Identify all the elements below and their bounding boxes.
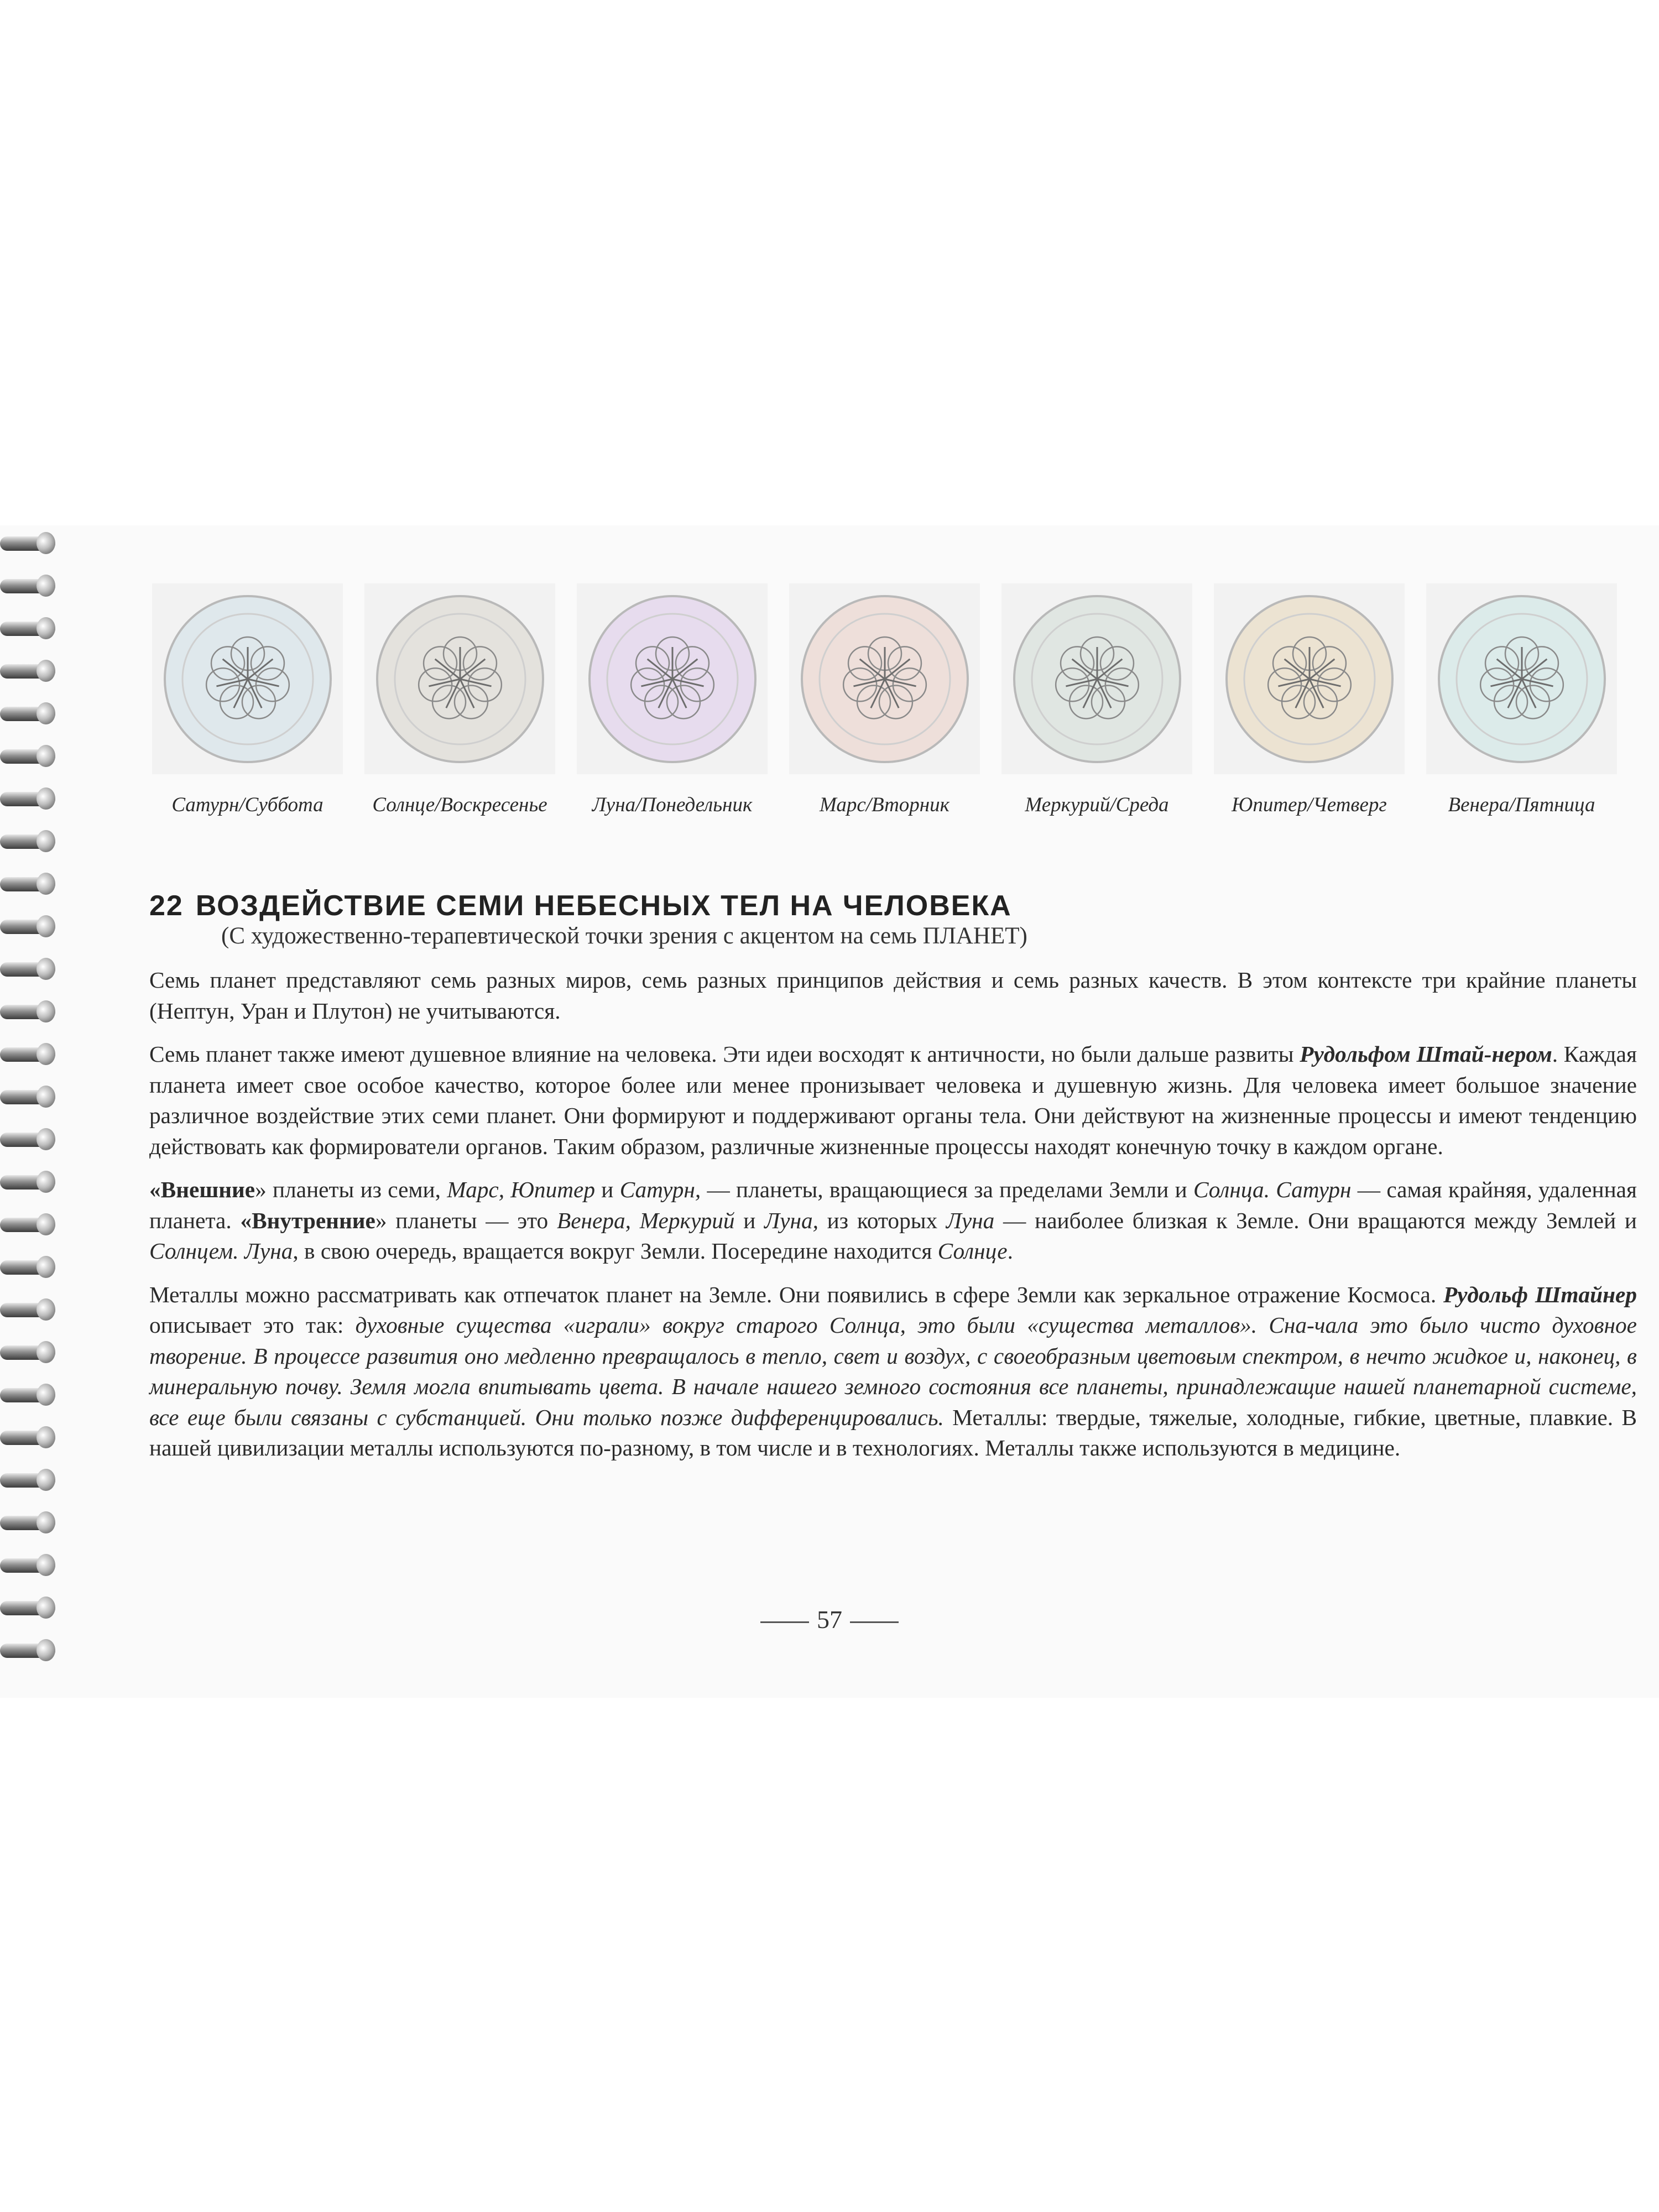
spiral-ring [0, 664, 55, 679]
planet-drawing [577, 583, 768, 774]
spiral-ring [0, 920, 55, 934]
spiral-ring [0, 962, 55, 977]
section-subtitle: (С художественно-терапевтической точки зрения с акцентом на семь ПЛАНЕТ) [221, 923, 1027, 949]
author-name: Рудольф Штайнер [1443, 1281, 1637, 1307]
spiral-ring [0, 1473, 55, 1488]
spiral-ring [0, 834, 55, 849]
paragraph-1: Семь планет представляют семь разных миров, семь разных принципов действия и семь разных качеств. В этом контексте три крайние планеты (Нептун, Уран и Плутон) не учитываются. [149, 967, 1637, 1024]
spiral-ring [0, 1090, 55, 1104]
spiral-ring [0, 792, 55, 806]
planet-drawing [364, 583, 555, 774]
planet-card [577, 583, 768, 817]
page-number-value: 57 [817, 1605, 842, 1634]
planet-caption: Венера/Пятница [1448, 794, 1595, 816]
spiral-ring [0, 1260, 55, 1275]
lace-flower-icon [1009, 591, 1186, 768]
steiner-quote: духовные существа «играли» вокруг старого Солнца, это были «существа металлов». Сна-чала это было чисто духовное творение. В процессе развития оно медленно превращалось в тепло, свет и воздух, с своеобразным цветовым спектром, в нечто жидкое и, наконец, в минеральную почву. Земля могла впитывать цвета. В начале нашего земного состояния все планеты, принадлежащие нашей планетарной системе, все еще были связаны с субстанцией. Они только позже дифференцировались. [149, 1312, 1637, 1430]
planet-card [152, 583, 343, 817]
spiral-ring [0, 1218, 55, 1232]
planet-illustrations-row [152, 583, 1634, 827]
section-title: ВОЗДЕЙСТВИЕ СЕМИ НЕБЕСНЫХ ТЕЛ НА ЧЕЛОВЕКА [195, 890, 1012, 922]
planet-caption: Луна/Понедельник [592, 794, 753, 816]
author-name: Рудольфом Штай-нером [1300, 1041, 1552, 1067]
spiral-ring [0, 1644, 55, 1658]
spiral-ring [0, 1133, 55, 1147]
spiral-binding [0, 531, 61, 1692]
spiral-ring [0, 1005, 55, 1019]
spiral-ring [0, 1175, 55, 1190]
rosette-flower-icon [1221, 591, 1398, 768]
outer-planets-term: Внешние [160, 1177, 255, 1202]
planet-caption: Меркурий/Среда [1025, 794, 1169, 816]
snowflake-flower-icon [372, 591, 549, 768]
section-heading [149, 889, 1012, 922]
planet-card [1001, 583, 1192, 817]
dash-left [760, 1621, 809, 1623]
spiral-ring [0, 1431, 55, 1445]
paragraph-3: «Внешние» планеты из семи, Марс, Юпитер и Сатурн, — планеты, вращающиеся за пределами Земли и Солнца. Сатурн — самая крайняя, удаленная планета. «Внутренние» планеты — это Венера, Меркурий и Луна, из которых Луна — наиболее близкая к Земле. Они вращаются между Землей и Солнцем. Луна, в свою очередь, вращается вокруг Земли. Посередине находится Солнце. [149, 1177, 1637, 1264]
inner-planets-term: «Внутренние [240, 1207, 375, 1233]
snowflake-star-icon [584, 591, 761, 768]
paragraph-4: Металлы можно рассматривать как отпечаток планет на Земле. Они появились в сфере Земли как зеркальное отражение Космоса. Рудольф Штайнер описывает это так: духовные существа «играли» вокруг старого Солнца, это были «существа металлов». Сна-чала это было чисто духовное творение. В процессе развития оно медленно превращалось в тепло, свет и воздух, с своеобразным цветовым спектром, в нечто жидкое и, наконец, в минеральную почву. Земля могла впитывать цвета. В начале нашего земного состояния все планеты, принадлежащие нашей планетарной системе, все еще были связаны с субстанцией. Они только позже дифференцировались. Металлы: твердые, тяжелые, холодные, гибкие, цветные, плавкие. В нашей цивилизации металлы используются по-разному, в том числе и в технологиях. Металлы также используются в медицине. [149, 1281, 1637, 1460]
spiral-ring [0, 707, 55, 721]
paragraph-2: Семь планет также имеют душевное влияние на человека. Эти идеи восходят к античности, но были дальше развиты Рудольфом Штай-нером. Каждая планета имеет свое особое качество, которое более или менее пронизывает человека и душевную жизнь. Для человека имеет большое значение различное воздействие этих семи планет. Они формируют и поддерживают органы тела. Они действуют на жизненные процессы и имеют тенденцию действовать как формирователи органов. Таким образом, различные жизненные процессы находят конечную точку в каждом органе. [149, 1041, 1637, 1159]
spiral-ring [0, 1047, 55, 1062]
spiral-ring [0, 1388, 55, 1402]
dash-right [850, 1621, 899, 1623]
spiral-ring [0, 1516, 55, 1530]
body-text [149, 965, 1637, 1477]
star-flower-icon [159, 591, 336, 768]
page-number [0, 1605, 1659, 1634]
planet-drawing [789, 583, 980, 774]
planet-drawing [1214, 583, 1405, 774]
planet-caption: Юпитер/Четверг [1232, 794, 1387, 816]
spiral-ring [0, 1303, 55, 1317]
planet-drawing [1001, 583, 1192, 774]
planet-card [1214, 583, 1405, 817]
spiral-ring [0, 536, 55, 551]
planet-drawing [152, 583, 343, 774]
spiral-ring [0, 1558, 55, 1573]
spiral-ring [0, 1345, 55, 1360]
planet-card [789, 583, 980, 817]
spiral-ring [0, 749, 55, 764]
planet-caption: Солнце/Воскресенье [372, 794, 547, 816]
heart-flower-icon [1433, 591, 1610, 768]
planet-card [364, 583, 555, 817]
planet-drawing [1426, 583, 1617, 774]
section-number: 22 [149, 890, 184, 922]
planet-caption: Марс/Вторник [820, 794, 950, 816]
planet-card [1426, 583, 1617, 817]
spiral-ring [0, 877, 55, 891]
planet-caption: Сатурн/Суббота [171, 794, 324, 816]
spiral-ring [0, 622, 55, 636]
crystal-star-icon [796, 591, 973, 768]
spiral-ring [0, 579, 55, 593]
